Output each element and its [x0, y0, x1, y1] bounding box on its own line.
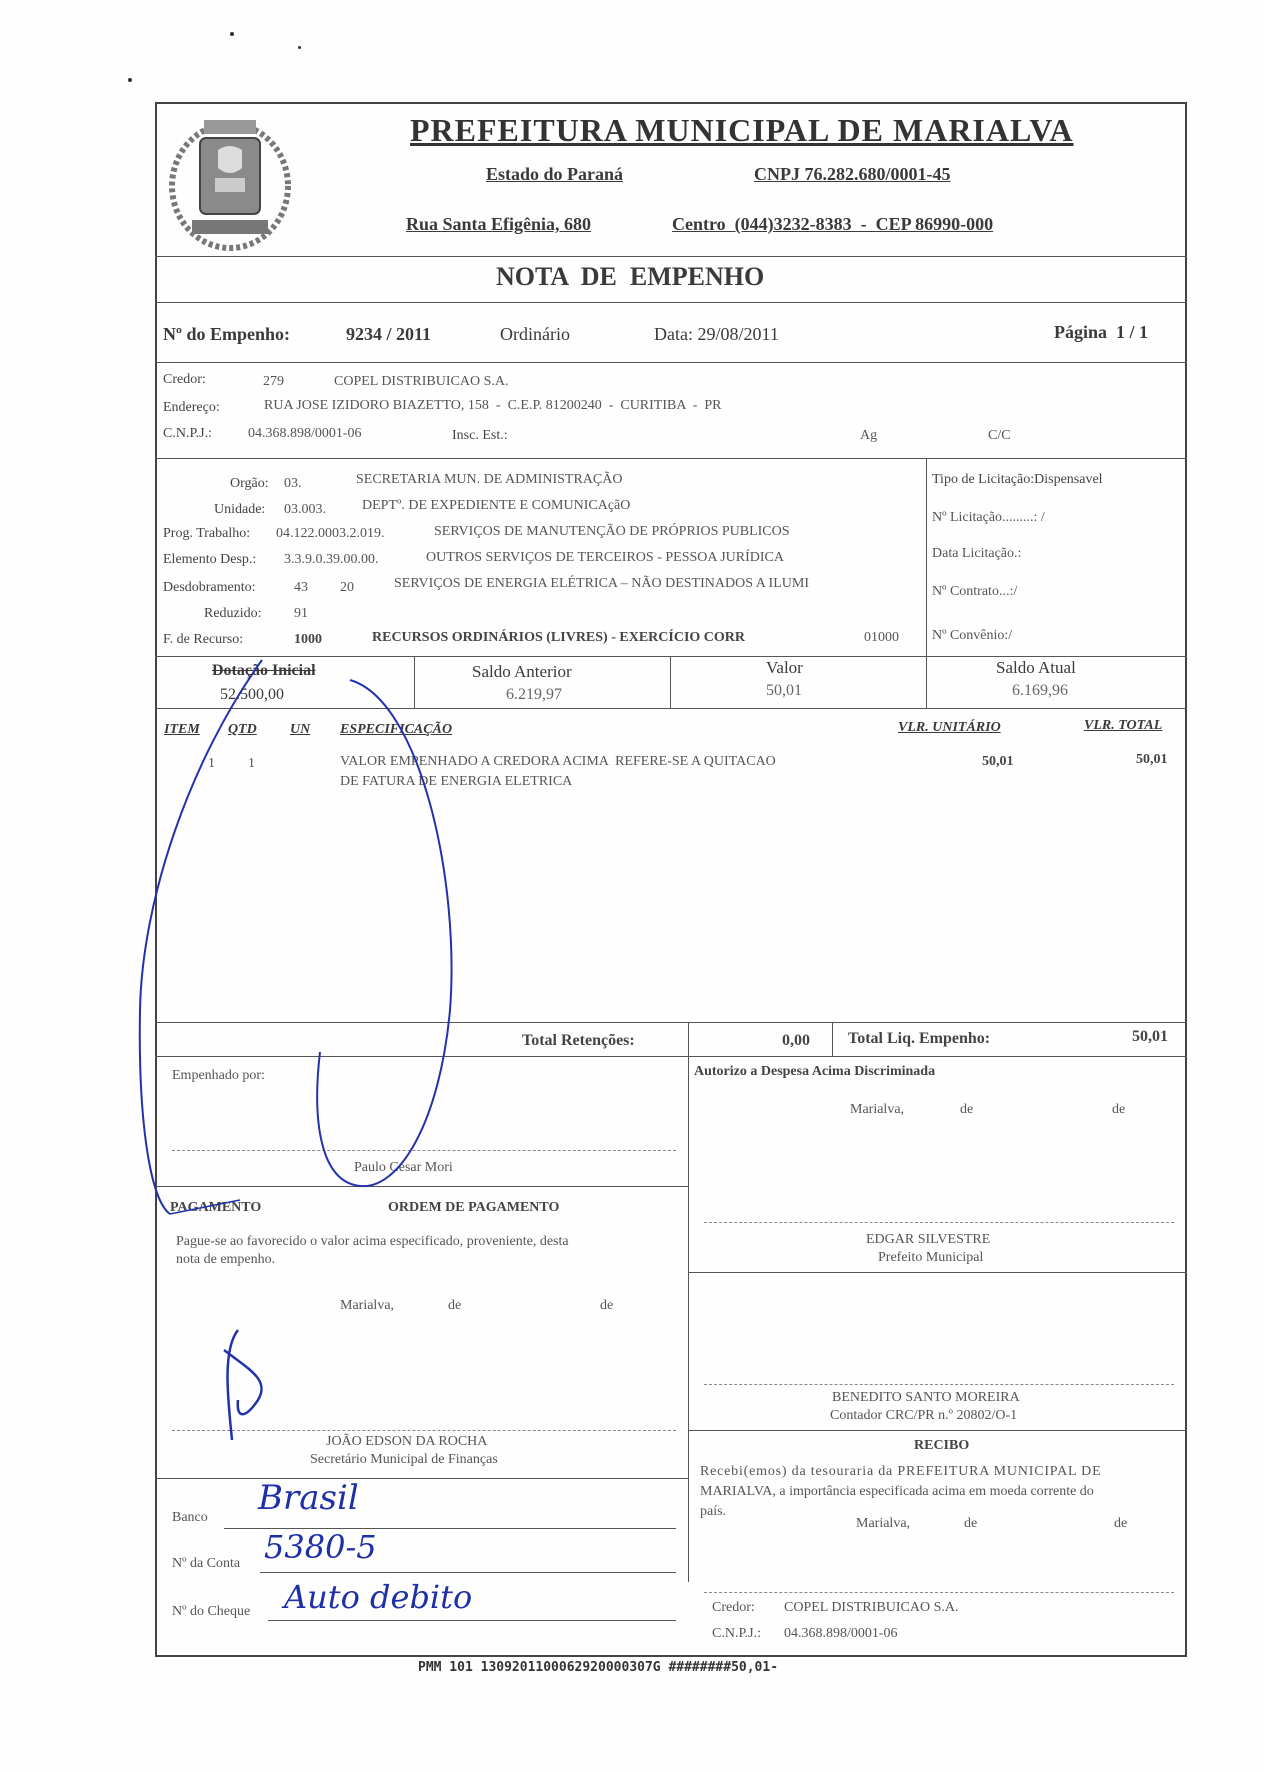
items-header-vlr-total: VLR. TOTAL [1084, 718, 1163, 733]
banco-label: Banco [172, 1510, 208, 1525]
pagamento-label: PAGAMENTO [170, 1200, 262, 1215]
elemento-name: OUTROS SERVIÇOS DE TERCEIROS - PESSOA JURÍDICA [426, 550, 785, 565]
recurso-label: F. de Recurso: [163, 632, 244, 647]
unidade-code: 03.003. [284, 502, 326, 517]
credor-ag-label: Ag [860, 428, 878, 443]
item-vlr-total: 50,01 [1136, 752, 1168, 767]
autorizo-de1: de [960, 1102, 974, 1117]
recibo-text-line1: Recebi(emos) da tesouraria da PREFEITURA MUNICIPAL DE [700, 1464, 1102, 1479]
licitacao-tipo: Tipo de Licitação:Dispensavel [932, 472, 1103, 487]
empenhado-por-name: Paulo Cesar Mori [354, 1160, 453, 1175]
handwritten-banco: Brasil [258, 1478, 359, 1518]
prefeitura-address: Rua Santa Efigênia, 680 [406, 214, 592, 234]
prefeitura-title: PREFEITURA MUNICIPAL DE MARIALVA [410, 112, 1074, 148]
prefeito-name: EDGAR SILVESTRE [866, 1232, 991, 1247]
ordem-de2: de [600, 1298, 614, 1313]
cheque-label: Nº do Cheque [172, 1604, 251, 1619]
dotacao-inicial-label: Dotação Inicial [212, 662, 316, 679]
ordem-de1: de [448, 1298, 462, 1313]
total-liq-empenho-label: Total Liq. Empenho: [848, 1030, 991, 1047]
empenho-date: Data: 29/08/2011 [654, 324, 779, 344]
empenho-page: Página 1 / 1 [1054, 322, 1149, 342]
autorizo-text: Autorizo a Despesa Acima Discriminada [694, 1064, 936, 1079]
total-retencoes-label: Total Retenções: [522, 1032, 635, 1049]
recurso-num: 01000 [864, 630, 899, 645]
recurso-code: 1000 [294, 632, 322, 647]
elemento-code: 3.3.9.0.39.00.00. [284, 552, 379, 567]
saldo-atual-value: 6.169,96 [1012, 682, 1068, 699]
credor-address: RUA JOSE IZIDORO BIAZETTO, 158 - C.E.P. 81200240 - CURITIBA - PR [264, 398, 722, 413]
recibo-credor-name: COPEL DISTRIBUICAO S.A. [784, 1600, 959, 1615]
credor-code: 279 [263, 374, 284, 389]
desdobramento-label: Desdobramento: [163, 580, 256, 595]
credor-address-label: Endereço: [163, 400, 220, 415]
conta-label: Nº da Conta [172, 1556, 241, 1571]
autorizo-marialva: Marialva, [850, 1102, 905, 1117]
footer-code: PMM 101 1309201100062920000307G ########50,01- [418, 1660, 779, 1675]
prefeitura-cnpj: CNPJ 76.282.680/0001-45 [754, 164, 951, 184]
items-header-vlr-unitario: VLR. UNITÁRIO [898, 720, 1001, 735]
credor-cnpj: 04.368.898/0001-06 [248, 426, 362, 441]
item-desc-line1: VALOR EMPENHADO A CREDORA ACIMA REFERE-SE A QUITACAO [340, 754, 776, 769]
unidade-name: DEPTº. DE EXPEDIENTE E COMUNICAçãO [362, 498, 631, 513]
secretario-title: Secretário Municipal de Finanças [310, 1452, 498, 1467]
empenhado-por-label: Empenhado por: [172, 1068, 265, 1083]
pague-text-line2: nota de empenho. [176, 1252, 276, 1267]
item-vlr-unitario: 50,01 [982, 754, 1014, 769]
licitacao-contrato: Nº Contrato...:/ [932, 584, 1018, 599]
scan-dot [298, 46, 301, 49]
elemento-label: Elemento Desp.: [163, 552, 257, 567]
saldo-atual-label: Saldo Atual [996, 658, 1076, 677]
desdobramento-code2: 20 [340, 580, 354, 595]
prog-code: 04.122.0003.2.019. [276, 526, 385, 541]
credor-label: Credor: [163, 372, 206, 387]
items-header-especificacao: ESPECIFICAÇÃO [340, 722, 453, 737]
handwritten-cheque: Auto debito [284, 1578, 473, 1616]
coat-of-arms-icon [160, 108, 300, 258]
prog-label: Prog. Trabalho: [163, 526, 251, 541]
recibo-text-line2: MARIALVA, a importância especificada acima em moeda corrente do [700, 1484, 1094, 1499]
credor-insc-label: Insc. Est.: [452, 428, 508, 443]
ordem-marialva: Marialva, [340, 1298, 395, 1313]
recibo-credor-label: Credor: [712, 1600, 755, 1615]
unidade-label: Unidade: [214, 502, 266, 517]
recibo-text-line3: país. [700, 1504, 727, 1519]
doc-title: NOTA DE EMPENHO [496, 262, 765, 291]
prog-name: SERVIÇOS DE MANUTENÇÃO DE PRÓPRIOS PUBLICOS [434, 524, 790, 539]
credor-cc-label: C/C [988, 428, 1011, 443]
recibo-de1: de [964, 1516, 978, 1531]
valor-value: 50,01 [766, 682, 802, 699]
secretario-name: JOÃO EDSON DA ROCHA [326, 1434, 488, 1449]
licitacao-numero: Nº Licitação.........: / [932, 510, 1045, 525]
total-liq-empenho-value: 50,01 [1132, 1028, 1168, 1045]
items-header-item: ITEM [164, 722, 200, 737]
recibo-marialva: Marialva, [856, 1516, 911, 1531]
items-header-un: UN [290, 722, 311, 737]
valor-label: Valor [766, 658, 803, 677]
recibo-cnpj-label: C.N.P.J.: [712, 1626, 762, 1641]
item-desc-line2: DE FATURA DE ENERGIA ELETRICA [340, 774, 573, 789]
handwritten-conta: 5380-5 [264, 1528, 377, 1566]
item-qtd: 1 [248, 756, 255, 771]
orgao-code: 03. [284, 476, 302, 491]
empenho-type: Ordinário [500, 324, 570, 344]
scan-dot [128, 78, 132, 82]
empenho-number: 9234 / 2011 [346, 324, 432, 344]
ordem-pagamento-label: ORDEM DE PAGAMENTO [388, 1200, 560, 1215]
desdobramento-name: SERVIÇOS DE ENERGIA ELÉTRICA – NÃO DESTINADOS A ILUMI [394, 576, 809, 591]
empenho-label: Nº do Empenho: [163, 324, 290, 344]
recibo-cnpj: 04.368.898/0001-06 [784, 1626, 898, 1641]
saldo-anterior-value: 6.219,97 [506, 686, 562, 703]
contador-title: Contador CRC/PR n.º 20802/O-1 [830, 1408, 1018, 1423]
state-name: Estado do Paraná [486, 164, 624, 184]
autorizo-de2: de [1112, 1102, 1126, 1117]
reduzido-value: 91 [294, 606, 308, 621]
recurso-name: RECURSOS ORDINÁRIOS (LIVRES) - EXERCÍCIO CORR [372, 630, 745, 645]
orgao-name: SECRETARIA MUN. DE ADMINISTRAÇÃO [356, 472, 623, 487]
licitacao-data: Data Licitação.: [932, 546, 1022, 561]
total-retencoes-value: 0,00 [782, 1032, 810, 1049]
prefeito-title: Prefeito Municipal [878, 1250, 984, 1265]
recibo-title: RECIBO [914, 1438, 970, 1453]
contador-name: BENEDITO SANTO MOREIRA [832, 1390, 1020, 1405]
reduzido-label: Reduzido: [204, 606, 262, 621]
scan-dot [230, 32, 234, 36]
item-number: 1 [208, 756, 215, 771]
prefeitura-district-phone-cep: Centro (044)3232-8383 - CEP 86990-000 [672, 214, 994, 234]
recibo-de2: de [1114, 1516, 1128, 1531]
dotacao-inicial-value: 52.500,00 [220, 686, 284, 703]
licitacao-convenio: Nº Convênio:/ [932, 628, 1013, 643]
credor-name: COPEL DISTRIBUICAO S.A. [334, 374, 509, 389]
credor-cnpj-label: C.N.P.J.: [163, 426, 213, 441]
orgao-label: Orgão: [230, 476, 269, 491]
pague-text-line1: Pague-se ao favorecido o valor acima especificado, proveniente, desta [176, 1234, 569, 1249]
items-header-qtd: QTD [228, 722, 257, 737]
desdobramento-code1: 43 [294, 580, 308, 595]
saldo-anterior-label: Saldo Anterior [472, 662, 572, 681]
